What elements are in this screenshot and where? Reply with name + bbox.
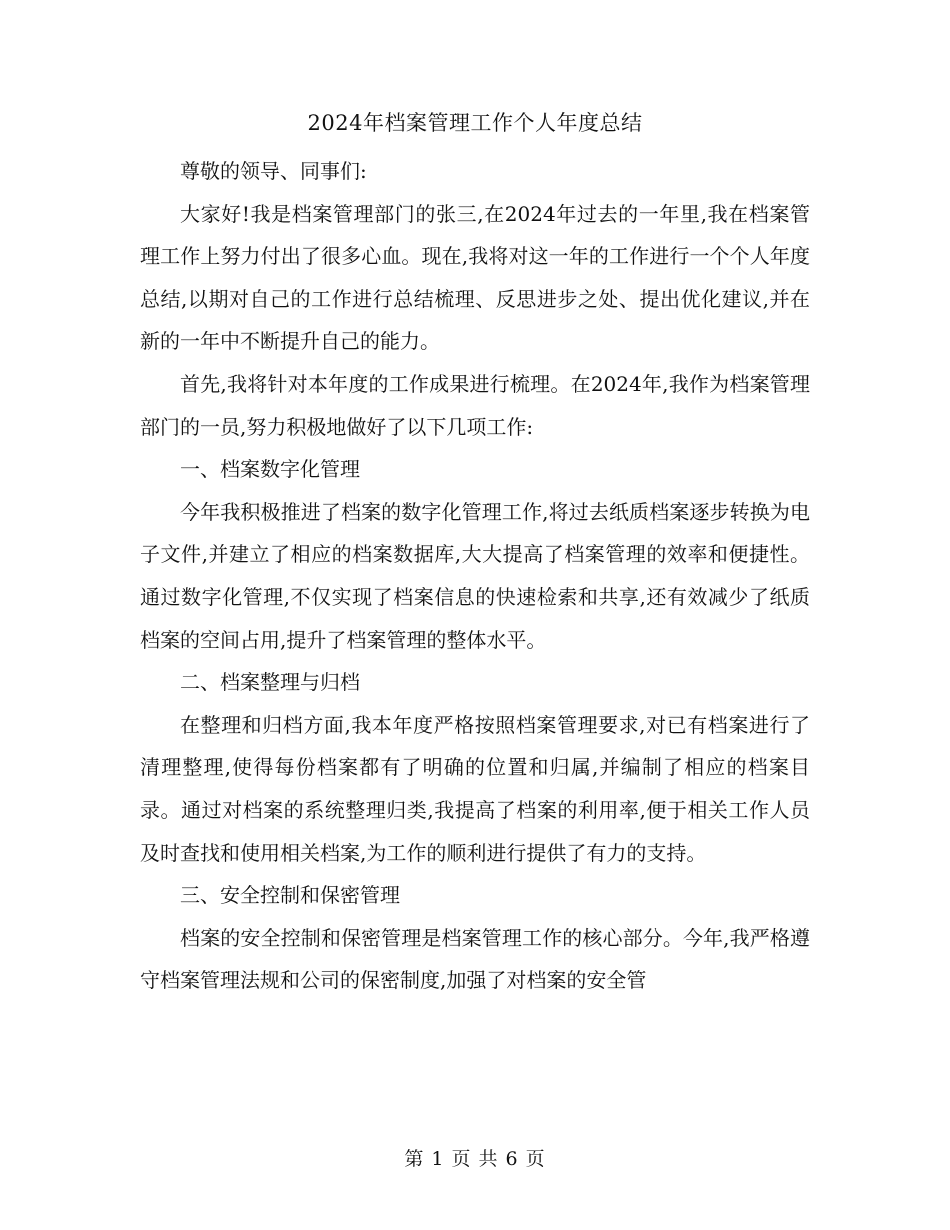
section-heading-organization: 二、档案整理与归档: [180, 670, 360, 695]
digitization-paragraph: 今年我积极推进了档案的数字化管理工作,将过去纸质档案逐步转换为电子文件,并建立了相应的档案数据库,大大提高了档案管理的效率和便捷性。通过数字化管理,不仅实现了档案信息的快速检索和共享,还有效减少了纸质档案的空间占用,提升了档案管理的整体水平。: [140, 499, 810, 652]
page-footer: 第 1 页 共 6 页: [404, 1148, 546, 1170]
organization-paragraph: 在整理和归档方面,我本年度严格按照档案管理要求,对已有档案进行了清理整理,使得每份档案都有了明确的位置和归属,并编制了相应的档案目录。通过对档案的系统整理归类,我提高了档案的利用率,便于相关工作人员及时查找和使用相关档案,为工作的顺利进行提供了有力的支持。: [140, 712, 810, 865]
section-heading-digitization: 一、档案数字化管理: [180, 457, 360, 482]
section-heading-security: 三、安全控制和保密管理: [180, 883, 400, 908]
greeting-paragraph: 大家好!我是档案管理部门的张三,在2024年过去的一年里,我在档案管理工作上努力付出了很多心血。现在,我将对这一年的工作进行一个个人年度总结,以期对自己的工作进行总结梳理、反思进步之处、提出优化建议,并在新的一年中不断提升自己的能力。: [140, 201, 810, 354]
document-body: [140, 150, 810, 1002]
salutation-paragraph: 尊敬的领导、同事们:: [180, 159, 367, 183]
intro-paragraph: 首先,我将针对本年度的工作成果进行梳理。在2024年,我作为档案管理部门的一员,努力积极地做好了以下几项工作:: [140, 371, 810, 439]
security-paragraph: 档案的安全控制和保密管理是档案管理工作的核心部分。今年,我严格遵守档案管理法规和公司的保密制度,加强了对档案的安全管: [140, 925, 810, 993]
document-title: 2024年档案管理工作个人年度总结: [307, 111, 643, 135]
